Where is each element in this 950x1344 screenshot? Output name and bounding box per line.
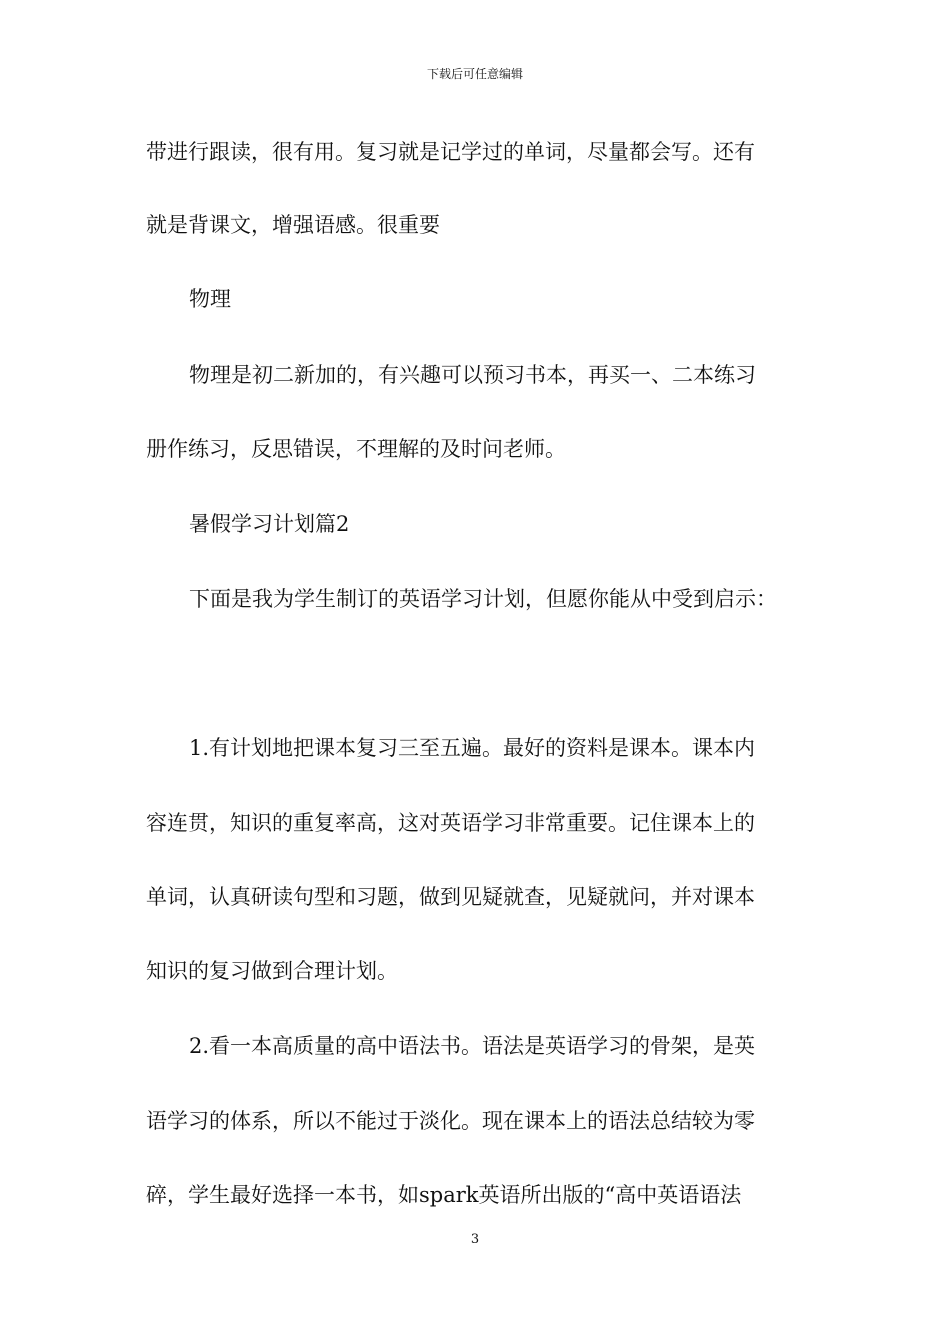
text-line: 物理是初二新加的，有兴趣可以预习书本，再买一、二本练习 <box>189 363 756 387</box>
text-line: 带进行跟读，很有用。复习就是记学过的单词，尽量都会写。还有 <box>146 140 755 164</box>
list-item-1: 1.有计划地把课本复习三至五遍。最好的资料是课本。课本内 <box>189 736 756 760</box>
text-line: 容连贯，知识的重复率高，这对英语学习非常重要。记住课本上的 <box>146 811 755 835</box>
text-line: 碎，学生最好选择一本书，如spark英语所出版的“高中英语语法 <box>146 1183 742 1207</box>
list-item-2: 2.看一本高质量的高中语法书。语法是英语学习的骨架，是英 <box>189 1034 756 1058</box>
text-line: 语学习的体系，所以不能过于淡化。现在课本上的语法总结较为零 <box>146 1109 755 1133</box>
page-number: 3 <box>470 1232 480 1247</box>
section-heading-physics: 物理 <box>189 287 231 311</box>
text-line: 知识的复习做到合理计划。 <box>146 959 398 983</box>
text-line: 就是背课文，增强语感。很重要 <box>146 213 440 237</box>
text-line: 单词，认真研读句型和习题，做到见疑就查，见疑就问，并对课本 <box>146 885 755 909</box>
text-line: 册作练习，反思错误，不理解的及时问老师。 <box>146 437 566 461</box>
page-header: 下载后可任意编辑 <box>426 67 523 81</box>
text-line: 下面是我为学生制订的英语学习计划，但愿你能从中受到启示： <box>189 587 777 611</box>
section-heading-plan-2: 暑假学习计划篇2 <box>189 512 350 536</box>
